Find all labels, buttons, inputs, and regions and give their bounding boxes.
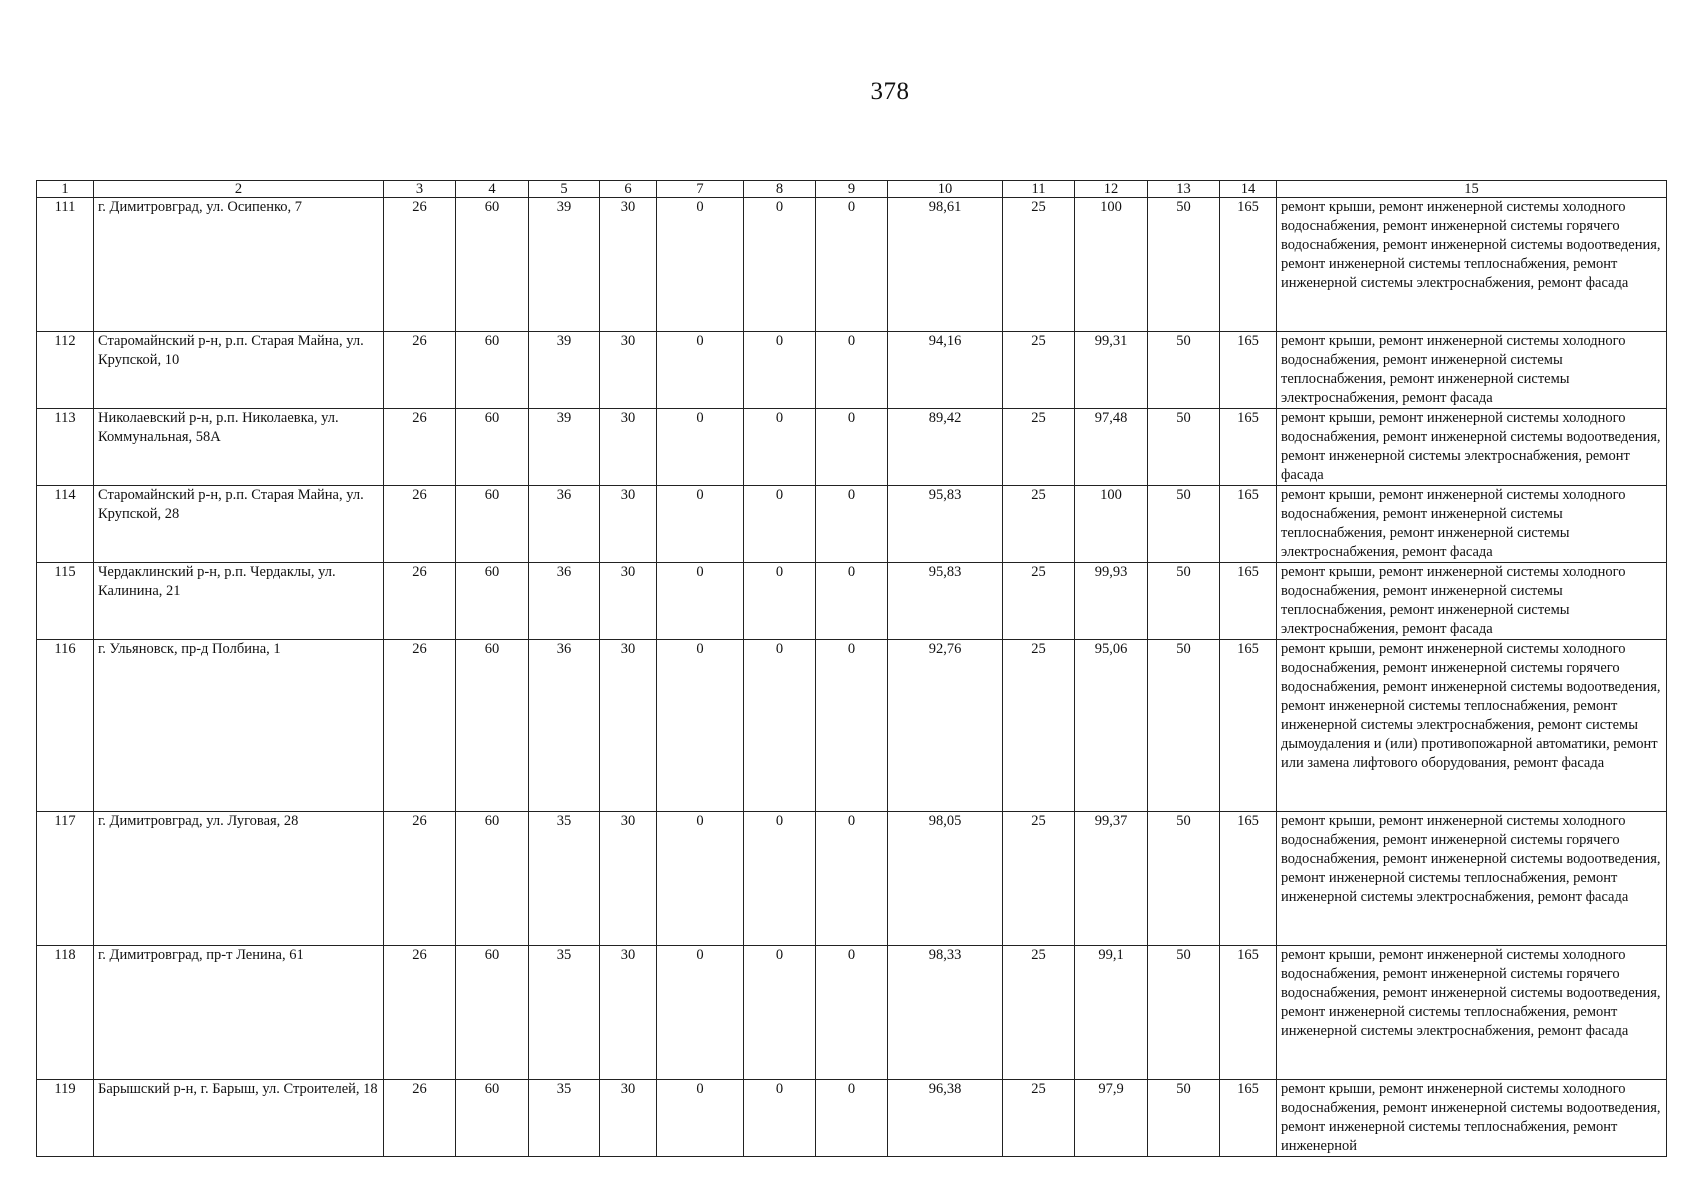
cell-col-4: 60 [456,198,529,332]
cell-col-7: 0 [657,946,744,1080]
cell-col-13: 50 [1148,640,1220,812]
cell-col-12: 100 [1075,486,1148,563]
column-number-10: 10 [888,181,1003,198]
cell-col-6: 30 [600,198,657,332]
cell-col-14: 165 [1220,640,1277,812]
cell-col-4: 60 [456,409,529,486]
column-number-5: 5 [529,181,600,198]
cell-col-3: 26 [384,1080,456,1157]
cell-col-10: 95,83 [888,486,1003,563]
cell-col-7: 0 [657,1080,744,1157]
column-number-12: 12 [1075,181,1148,198]
cell-col-6: 30 [600,486,657,563]
cell-col-12: 95,06 [1075,640,1148,812]
column-number-row [37,181,1667,198]
address-cell: г. Димитровград, ул. Осипенко, 7 [94,198,384,332]
column-number-4: 4 [456,181,529,198]
cell-col-3: 26 [384,486,456,563]
column-number-13: 13 [1148,181,1220,198]
cell-col-3: 26 [384,812,456,946]
address-cell: г. Димитровград, ул. Луговая, 28 [94,812,384,946]
repair-works-cell: ремонт крыши, ремонт инженерной системы холодного водоснабжения, ремонт инженерной системы теплоснабжения, ремонт инженерной системы электроснабжения, ремонт фасада [1277,486,1667,563]
row-number-cell: 113 [37,409,94,486]
cell-col-6: 30 [600,1080,657,1157]
cell-col-13: 50 [1148,198,1220,332]
cell-col-14: 165 [1220,946,1277,1080]
cell-col-9: 0 [816,409,888,486]
cell-col-8: 0 [744,1080,816,1157]
table-row [37,640,1667,812]
cell-col-8: 0 [744,198,816,332]
cell-col-6: 30 [600,640,657,812]
table-row [37,812,1667,946]
row-number-cell: 119 [37,1080,94,1157]
cell-col-11: 25 [1003,409,1075,486]
row-number-cell: 116 [37,640,94,812]
cell-col-6: 30 [600,332,657,409]
table-row [37,198,1667,332]
cell-col-5: 35 [529,946,600,1080]
cell-col-5: 36 [529,563,600,640]
cell-col-9: 0 [816,946,888,1080]
cell-col-3: 26 [384,640,456,812]
cell-col-13: 50 [1148,812,1220,946]
cell-col-10: 95,83 [888,563,1003,640]
cell-col-8: 0 [744,946,816,1080]
row-number-cell: 118 [37,946,94,1080]
cell-col-9: 0 [816,198,888,332]
column-number-2: 2 [94,181,384,198]
repair-works-cell: ремонт крыши, ремонт инженерной системы холодного водоснабжения, ремонт инженерной системы водоотведения, ремонт инженерной системы теплоснабжения, ремонт инженерной [1277,1080,1667,1157]
cell-col-4: 60 [456,640,529,812]
cell-col-14: 165 [1220,332,1277,409]
row-number-cell: 115 [37,563,94,640]
cell-col-8: 0 [744,486,816,563]
row-number-cell: 114 [37,486,94,563]
address-cell: Николаевский р-н, р.п. Николаевка, ул. Коммунальная, 58А [94,409,384,486]
column-number-7: 7 [657,181,744,198]
cell-col-6: 30 [600,409,657,486]
table-row [37,486,1667,563]
repair-works-cell: ремонт крыши, ремонт инженерной системы холодного водоснабжения, ремонт инженерной системы водоотведения, ремонт инженерной системы электроснабжения, ремонт фасада [1277,409,1667,486]
table-row [37,409,1667,486]
repair-works-cell: ремонт крыши, ремонт инженерной системы холодного водоснабжения, ремонт инженерной системы теплоснабжения, ремонт инженерной системы электроснабжения, ремонт фасада [1277,332,1667,409]
address-cell: Чердаклинский р-н, р.п. Чердаклы, ул. Калинина, 21 [94,563,384,640]
cell-col-12: 99,31 [1075,332,1148,409]
table-row [37,563,1667,640]
column-number-11: 11 [1003,181,1075,198]
column-number-15: 15 [1277,181,1667,198]
cell-col-10: 98,33 [888,946,1003,1080]
cell-col-5: 39 [529,409,600,486]
cell-col-4: 60 [456,1080,529,1157]
cell-col-9: 0 [816,1080,888,1157]
cell-col-8: 0 [744,563,816,640]
cell-col-13: 50 [1148,409,1220,486]
repair-works-cell: ремонт крыши, ремонт инженерной системы холодного водоснабжения, ремонт инженерной системы горячего водоснабжения, ремонт инженерной системы водоотведения, ремонт инженерной системы теплоснабжения, ремонт инженерной системы электроснабжения, ремонт фасада [1277,198,1667,332]
cell-col-5: 35 [529,1080,600,1157]
cell-col-11: 25 [1003,563,1075,640]
cell-col-4: 60 [456,946,529,1080]
row-number-cell: 117 [37,812,94,946]
cell-col-11: 25 [1003,332,1075,409]
column-number-1: 1 [37,181,94,198]
cell-col-8: 0 [744,640,816,812]
repair-works-cell: ремонт крыши, ремонт инженерной системы холодного водоснабжения, ремонт инженерной системы горячего водоснабжения, ремонт инженерной системы водоотведения, ремонт инженерной системы теплоснабжения, ремонт инженерной системы электроснабжения, ремонт фасада [1277,946,1667,1080]
cell-col-13: 50 [1148,486,1220,563]
cell-col-4: 60 [456,486,529,563]
cell-col-14: 165 [1220,409,1277,486]
repair-works-cell: ремонт крыши, ремонт инженерной системы холодного водоснабжения, ремонт инженерной системы горячего водоснабжения, ремонт инженерной системы водоотведения, ремонт инженерной системы теплоснабжения, ремонт инженерной системы электроснабжения, ремонт фасада [1277,812,1667,946]
cell-col-14: 165 [1220,1080,1277,1157]
cell-col-7: 0 [657,563,744,640]
cell-col-10: 92,76 [888,640,1003,812]
cell-col-6: 30 [600,812,657,946]
table-row [37,946,1667,1080]
cell-col-6: 30 [600,563,657,640]
cell-col-3: 26 [384,198,456,332]
cell-col-7: 0 [657,198,744,332]
address-cell: Барышский р-н, г. Барыш, ул. Строителей, 18 [94,1080,384,1157]
table-body [37,181,1667,1157]
cell-col-3: 26 [384,563,456,640]
row-number-cell: 111 [37,198,94,332]
cell-col-11: 25 [1003,640,1075,812]
column-number-8: 8 [744,181,816,198]
cell-col-5: 35 [529,812,600,946]
cell-col-12: 100 [1075,198,1148,332]
cell-col-9: 0 [816,486,888,563]
cell-col-4: 60 [456,563,529,640]
cell-col-8: 0 [744,409,816,486]
cell-col-13: 50 [1148,946,1220,1080]
cell-col-3: 26 [384,946,456,1080]
cell-col-9: 0 [816,332,888,409]
page-number: 378 [870,78,910,105]
cell-col-4: 60 [456,332,529,409]
cell-col-7: 0 [657,486,744,563]
buildings-repair-table [36,180,1667,1157]
cell-col-11: 25 [1003,946,1075,1080]
cell-col-6: 30 [600,946,657,1080]
cell-col-7: 0 [657,409,744,486]
table-row [37,332,1667,409]
cell-col-10: 96,38 [888,1080,1003,1157]
repair-works-cell: ремонт крыши, ремонт инженерной системы холодного водоснабжения, ремонт инженерной системы горячего водоснабжения, ремонт инженерной системы водоотведения, ремонт инженерной системы теплоснабжения, ремонт инженерной системы электроснабжения, ремонт системы дымоудаления и (или) противопожарной автоматики, ремонт или замена лифтового оборудования, ремонт фасада [1277,640,1667,812]
cell-col-14: 165 [1220,812,1277,946]
column-number-3: 3 [384,181,456,198]
cell-col-14: 165 [1220,198,1277,332]
repair-works-cell: ремонт крыши, ремонт инженерной системы холодного водоснабжения, ремонт инженерной системы теплоснабжения, ремонт инженерной системы электроснабжения, ремонт фасада [1277,563,1667,640]
cell-col-7: 0 [657,640,744,812]
cell-col-5: 39 [529,198,600,332]
cell-col-5: 36 [529,640,600,812]
row-number-cell: 112 [37,332,94,409]
cell-col-12: 99,93 [1075,563,1148,640]
cell-col-11: 25 [1003,486,1075,563]
cell-col-13: 50 [1148,332,1220,409]
cell-col-8: 0 [744,812,816,946]
cell-col-12: 99,1 [1075,946,1148,1080]
cell-col-13: 50 [1148,563,1220,640]
address-cell: Старомайнский р-н, р.п. Старая Майна, ул. Крупской, 28 [94,486,384,563]
cell-col-3: 26 [384,409,456,486]
cell-col-3: 26 [384,332,456,409]
cell-col-10: 98,05 [888,812,1003,946]
cell-col-7: 0 [657,812,744,946]
column-number-6: 6 [600,181,657,198]
cell-col-12: 97,48 [1075,409,1148,486]
cell-col-5: 36 [529,486,600,563]
cell-col-10: 94,16 [888,332,1003,409]
address-cell: г. Димитровград, пр-т Ленина, 61 [94,946,384,1080]
column-number-14: 14 [1220,181,1277,198]
cell-col-9: 0 [816,563,888,640]
cell-col-12: 99,37 [1075,812,1148,946]
cell-col-14: 165 [1220,486,1277,563]
column-number-9: 9 [816,181,888,198]
cell-col-8: 0 [744,332,816,409]
cell-col-11: 25 [1003,812,1075,946]
cell-col-11: 25 [1003,198,1075,332]
cell-col-14: 165 [1220,563,1277,640]
cell-col-10: 89,42 [888,409,1003,486]
cell-col-9: 0 [816,640,888,812]
cell-col-4: 60 [456,812,529,946]
cell-col-12: 97,9 [1075,1080,1148,1157]
table-row [37,1080,1667,1157]
address-cell: г. Ульяновск, пр-д Полбина, 1 [94,640,384,812]
cell-col-5: 39 [529,332,600,409]
cell-col-11: 25 [1003,1080,1075,1157]
address-cell: Старомайнский р-н, р.п. Старая Майна, ул. Крупской, 10 [94,332,384,409]
cell-col-13: 50 [1148,1080,1220,1157]
cell-col-10: 98,61 [888,198,1003,332]
cell-col-9: 0 [816,812,888,946]
cell-col-7: 0 [657,332,744,409]
